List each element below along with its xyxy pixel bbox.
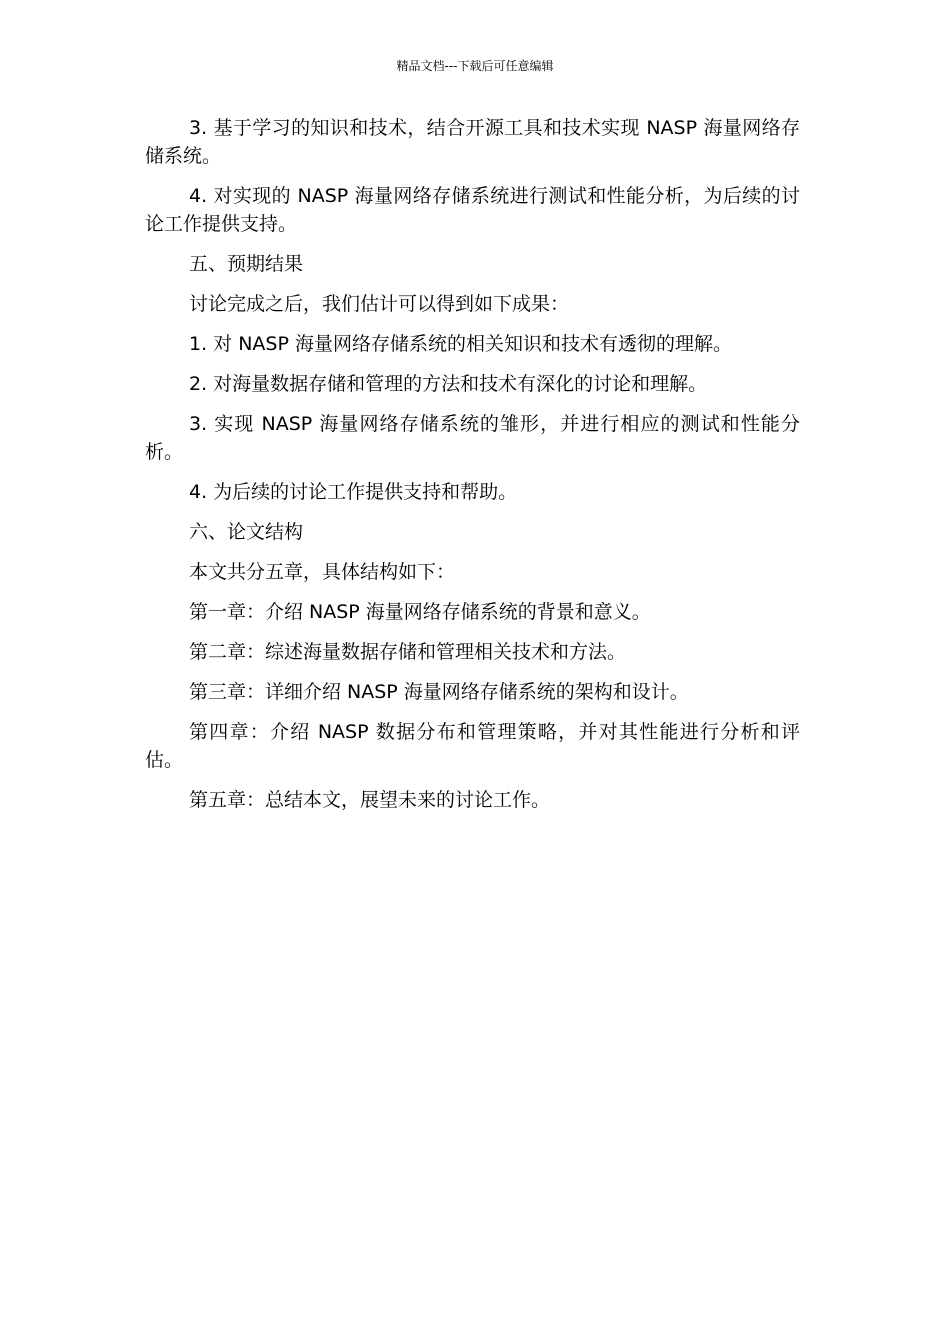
paragraph-results-intro: 讨论完成之后，我们估计可以得到如下成果： [189, 293, 570, 315]
paragraph-result-1: 1. 对 NASP 海量网络存储系统的相关知识和技术有透彻的理解。 [189, 333, 732, 355]
document-body [145, 114, 800, 826]
page-header: 精品文档---下载后可任意编辑 [396, 59, 554, 73]
paragraph-chapter-5: 第五章：总结本文，展望未来的讨论工作。 [189, 789, 551, 811]
paragraph-result-3: 3. 实现 NASP 海量网络存储系统的雏形，并进行相应的测试和性能分析。 [145, 413, 800, 463]
paragraph-structure-intro: 本文共分五章，具体结构如下： [189, 561, 456, 583]
paragraph-chapter-4: 第四章：介绍 NASP 数据分布和管理策略，并对其性能进行分析和评估。 [145, 721, 800, 771]
paragraph-chapter-3: 第三章：详细介绍 NASP 海量网络存储系统的架构和设计。 [189, 681, 689, 703]
paragraph-chapter-1: 第一章：介绍 NASP 海量网络存储系统的背景和意义。 [189, 601, 651, 623]
section-heading-expected-results: 五、预期结果 [189, 253, 304, 275]
paragraph-objective-3: 3. 基于学习的知识和技术，结合开源工具和技术实现 NASP 海量网络存储系统。 [145, 117, 800, 167]
paragraph-chapter-2: 第二章：综述海量数据存储和管理相关技术和方法。 [189, 641, 627, 663]
paragraph-objective-4: 4. 对实现的 NASP 海量网络存储系统进行测试和性能分析，为后续的讨论工作提供支持。 [145, 185, 800, 235]
paragraph-result-4: 4. 为后续的讨论工作提供支持和帮助。 [189, 481, 518, 503]
paragraph-result-2: 2. 对海量数据存储和管理的方法和技术有深化的讨论和理解。 [189, 373, 708, 395]
section-heading-thesis-structure: 六、论文结构 [189, 521, 304, 543]
